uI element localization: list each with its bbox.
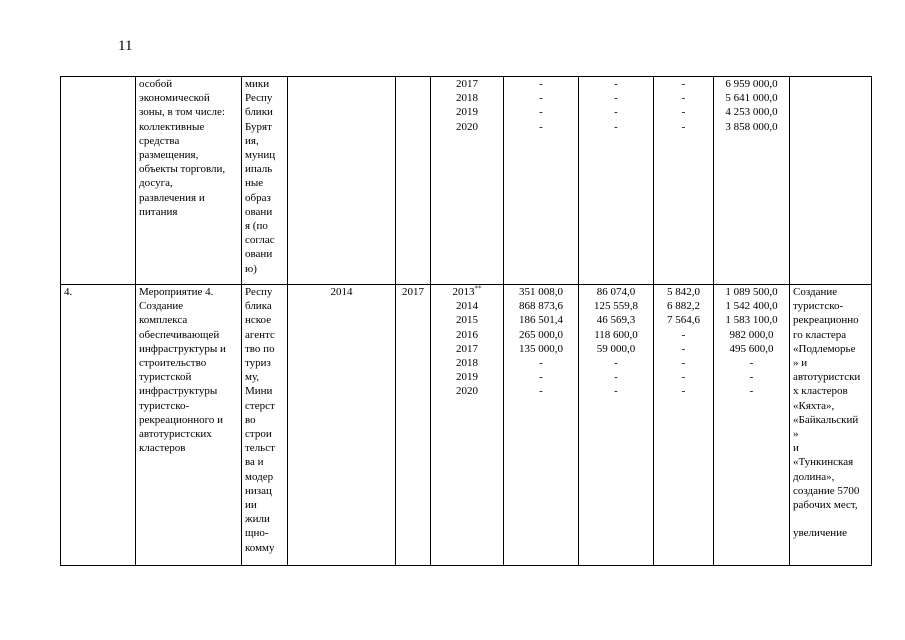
cell-line: [582, 384, 650, 398]
cell-line: [793, 370, 868, 384]
cell-line: [139, 285, 238, 299]
cell-text: ия,: [245, 134, 259, 147]
cell-line: [139, 384, 238, 398]
cell-line: [507, 91, 575, 105]
cell-line: [793, 384, 868, 398]
cell-text: -: [681, 371, 686, 384]
cell-text: -: [539, 357, 543, 370]
cell-line: [582, 313, 650, 327]
cell-text: долина»,: [793, 470, 835, 483]
cell-line: [793, 342, 868, 356]
years-cell: [431, 77, 504, 285]
cell-text: ные: [245, 177, 264, 190]
cell-text: агентс: [245, 328, 275, 341]
cell-line: [245, 205, 284, 219]
cell-text: ипаль: [245, 163, 273, 176]
cell-text: Бурят: [245, 120, 272, 133]
cell-text: 2019: [456, 106, 478, 119]
cell-text: зоны, в том числе:: [139, 106, 225, 119]
cell-line: [793, 413, 868, 427]
cell-text: го кластера: [793, 328, 847, 341]
cell-line: [434, 120, 500, 134]
cell-text: 1 542 400,0: [725, 300, 778, 313]
cell-line: [245, 526, 284, 540]
cell-text: 118 600,0: [594, 328, 638, 341]
cell-line: [657, 285, 710, 299]
cell-line: [245, 328, 284, 342]
cell-line: [139, 299, 238, 313]
cell-line: [793, 498, 868, 512]
cell-text: -: [749, 371, 754, 384]
cell-line: [793, 484, 868, 498]
cell-text: 135 000,0: [519, 342, 563, 355]
cell-text: 982 000,0: [729, 328, 774, 341]
cell-text: овани: [245, 205, 273, 218]
cell-text: мики: [245, 78, 270, 90]
cell-text: 6 882,2: [667, 300, 700, 313]
cell-line: [245, 91, 284, 105]
footnote-marker: **: [474, 284, 482, 293]
cell-text: соглас: [245, 234, 275, 247]
cell-text: инфраструктуры и: [139, 342, 226, 355]
cell-line: [434, 91, 500, 105]
cell-line: [245, 191, 284, 205]
cell-line: [582, 105, 650, 119]
cell-line: [657, 313, 710, 327]
cell-text: объекты торговли,: [139, 163, 226, 176]
cell-text: -: [614, 92, 618, 105]
cell-line: [657, 105, 710, 119]
cell-line: [717, 77, 786, 91]
cell-text: 265 000,0: [519, 328, 563, 341]
cell-text: автотуристских: [139, 428, 212, 441]
cell-text: му,: [245, 371, 260, 384]
cell-text: 4 253 000,0: [725, 106, 778, 119]
cell-text: муниц: [245, 149, 276, 162]
cell-line: [657, 370, 710, 384]
cell-text: 2020: [456, 385, 478, 398]
cell-text: 3 858 000,0: [725, 120, 778, 133]
cell-text: ю): [245, 262, 257, 275]
cell-line: [245, 413, 284, 427]
cell-text: -: [681, 92, 686, 105]
cell-line: [717, 105, 786, 119]
cell-line: [657, 120, 710, 134]
cell-text: -: [681, 120, 686, 133]
cell-text: туристской: [139, 371, 192, 384]
cell-line: [507, 120, 575, 134]
cell-line: [139, 328, 238, 342]
cell-text: «Подлеморье: [793, 342, 856, 355]
cell-line: [139, 313, 238, 327]
cell-line: [139, 120, 238, 134]
cell-text: развлечения и: [139, 191, 205, 204]
cell-line: [139, 205, 238, 219]
cell-line: [434, 285, 500, 299]
cell-line: [139, 356, 238, 370]
cell-line: [507, 356, 575, 370]
cell-line: [245, 105, 284, 119]
cell-line: [139, 441, 238, 455]
cell-line: [245, 384, 284, 398]
cell-text: »: [793, 428, 799, 441]
cell-text: рекреационного и: [139, 413, 224, 426]
cell-text: «Кяхта»,: [793, 399, 835, 412]
cell-text: модер: [245, 470, 274, 483]
cell-line: [139, 370, 238, 384]
cell-line: [139, 342, 238, 356]
cell-text: -: [539, 78, 543, 90]
cell-text: Мероприятие 4.: [139, 286, 214, 298]
cell-line: [434, 356, 500, 370]
page-number: 11: [118, 38, 133, 54]
cell-line: [657, 342, 710, 356]
funding-col-1-cell: [504, 77, 579, 285]
cell-line: [245, 233, 284, 247]
cell-text: -: [681, 342, 686, 355]
cell-text: -: [681, 385, 686, 398]
cell-line: [507, 342, 575, 356]
cell-text: стерст: [245, 399, 275, 412]
cell-line: [793, 526, 868, 540]
cell-line: [245, 299, 284, 313]
cell-line: [717, 120, 786, 134]
cell-line: [657, 91, 710, 105]
cell-text: 5 641 000,0: [725, 92, 778, 105]
cell-line: [582, 120, 650, 134]
cell-line: [434, 370, 500, 384]
cell-text: кластеров: [139, 442, 186, 455]
cell-text: рекреационно: [793, 314, 859, 327]
cell-line: [434, 105, 500, 119]
cell-text: -: [539, 385, 543, 398]
cell-text: -: [539, 371, 543, 384]
cell-line: [507, 370, 575, 384]
cell-line: [717, 384, 786, 398]
cell-line: [245, 441, 284, 455]
cell-line: [657, 356, 710, 370]
cell-line: [434, 342, 500, 356]
cell-text: 5 842,0: [667, 286, 700, 298]
cell-text: Респу: [245, 92, 273, 105]
cell-line: [139, 91, 238, 105]
result-cell: [790, 285, 872, 566]
cell-text: блика: [245, 300, 272, 313]
cell-text: особой: [139, 78, 173, 90]
cell-line: [657, 77, 710, 91]
funding-col-2-cell: [579, 77, 654, 285]
cell-text: низац: [245, 484, 272, 497]
cell-line: [245, 541, 284, 555]
cell-line: [717, 91, 786, 105]
cell-line: [507, 105, 575, 119]
cell-line: [582, 91, 650, 105]
cell-line: [245, 356, 284, 370]
cell-line: [139, 399, 238, 413]
cell-text: я (по: [245, 220, 268, 233]
cell-text: -: [681, 78, 686, 90]
cell-text: щно-: [245, 527, 269, 540]
cell-text: 7 564,6: [667, 314, 700, 327]
cell-text: 186 501,4: [519, 314, 563, 327]
cell-line: [507, 77, 575, 91]
cell-line: [434, 299, 500, 313]
cell-line: [245, 162, 284, 176]
cell-line: [582, 356, 650, 370]
end-year: 2017: [402, 286, 424, 298]
cell-line: [139, 105, 238, 119]
cell-line: [582, 370, 650, 384]
cell-line: [582, 328, 650, 342]
start-year: 2014: [330, 286, 353, 298]
executor-cell: [242, 285, 288, 566]
cell-line: [793, 328, 868, 342]
row-number: 4.: [64, 286, 73, 298]
cell-text: 351 008,0: [519, 286, 563, 298]
cell-text: жили: [245, 513, 270, 526]
cell-text: ии: [245, 499, 257, 512]
cell-text: -: [749, 357, 754, 370]
cell-line: [507, 299, 575, 313]
cell-line: [717, 342, 786, 356]
funding-col-2-cell: [579, 285, 654, 566]
cell-text: 2014: [456, 300, 478, 313]
cell-text: ва и: [245, 456, 264, 469]
funding-col-4-cell: [714, 77, 790, 285]
cell-text: 59 000,0: [596, 342, 636, 355]
cell-text: х кластеров: [793, 385, 848, 398]
cell-text: 46 569,3: [596, 314, 636, 327]
cell-line: [245, 470, 284, 484]
cell-line: [507, 285, 575, 299]
cell-line: [434, 328, 500, 342]
cell-text: -: [681, 328, 686, 341]
row-number-cell: [61, 285, 136, 566]
cell-text: -: [681, 357, 686, 370]
years-cell: [431, 285, 504, 566]
cell-line: [793, 356, 868, 370]
cell-line: [507, 313, 575, 327]
cell-text: -: [539, 106, 543, 119]
cell-text: «Байкальский: [793, 413, 859, 426]
cell-line: [139, 191, 238, 205]
cell-line: [657, 384, 710, 398]
program-table: [60, 76, 872, 566]
cell-line: [139, 162, 238, 176]
cell-line: [245, 455, 284, 469]
cell-line: [793, 455, 868, 469]
funding-col-4-cell: [714, 285, 790, 566]
cell-text: тво по: [245, 342, 275, 355]
cell-text: 495 600,0: [729, 342, 774, 355]
cell-text: питания: [139, 205, 178, 218]
cell-text: -: [614, 371, 618, 384]
cell-text: туриз: [245, 357, 271, 370]
cell-line: [139, 176, 238, 190]
executor-cell: [242, 77, 288, 285]
cell-line: [245, 285, 284, 299]
cell-text: 1 583 100,0: [725, 314, 778, 327]
cell-line: [245, 498, 284, 512]
end-year-cell: [396, 77, 431, 285]
cell-text: туристско-: [139, 399, 190, 412]
cell-text: обеспечивающей: [139, 328, 220, 341]
cell-line: [582, 342, 650, 356]
cell-line: [434, 313, 500, 327]
cell-text: 2017: [456, 342, 478, 355]
cell-text: тельст: [245, 442, 275, 455]
cell-line: [793, 399, 868, 413]
cell-text: 2016: [456, 328, 478, 341]
cell-line: [245, 484, 284, 498]
cell-line: [245, 148, 284, 162]
cell-text: -: [614, 106, 618, 119]
result-cell: [790, 77, 872, 285]
end-year-cell: [396, 285, 431, 566]
cell-line: [434, 77, 500, 91]
cell-text: Создание: [139, 300, 184, 313]
activity-name-cell: [136, 77, 242, 285]
cell-text: досуга,: [139, 177, 173, 190]
cell-line: [793, 427, 868, 441]
cell-text: размещения,: [139, 149, 199, 162]
cell-text: создание 5700: [793, 484, 860, 497]
cell-line: [245, 399, 284, 413]
cell-text: 2020: [456, 120, 478, 133]
cell-text: -: [681, 106, 686, 119]
table-row: [61, 285, 872, 566]
cell-text: инфраструктуры: [139, 385, 218, 398]
cell-line: [717, 356, 786, 370]
cell-line: [793, 285, 868, 299]
cell-text: блики: [245, 106, 273, 119]
cell-text: Респу: [245, 286, 273, 298]
cell-text: Создание: [793, 286, 838, 298]
funding-col-3-cell: [654, 285, 714, 566]
cell-line: [245, 427, 284, 441]
cell-line: [507, 328, 575, 342]
cell-line: [434, 384, 500, 398]
cell-text: автотуристски: [793, 371, 861, 384]
cell-text: комму: [245, 541, 275, 554]
cell-line: [245, 370, 284, 384]
cell-text: 2013: [452, 286, 475, 298]
cell-text: 2018: [456, 92, 478, 105]
cell-line: [245, 134, 284, 148]
cell-line: [717, 285, 786, 299]
cell-text: Мини: [245, 385, 273, 398]
cell-line: [245, 342, 284, 356]
cell-line: [139, 148, 238, 162]
cell-text: строи: [245, 428, 272, 441]
cell-text: 86 074,0: [596, 286, 636, 298]
cell-line: [139, 134, 238, 148]
cell-line: [717, 328, 786, 342]
cell-text: -: [614, 120, 618, 133]
cell-text: образ: [245, 191, 271, 204]
cell-line: [582, 77, 650, 91]
cell-line: [793, 299, 868, 313]
cell-line: [245, 512, 284, 526]
cell-text: 125 559,8: [594, 300, 638, 313]
cell-text: овани: [245, 248, 273, 261]
cell-text: 2018: [456, 357, 478, 370]
cell-text: » и: [793, 357, 808, 370]
cell-text: рабочих мест,: [793, 499, 858, 512]
funding-col-3-cell: [654, 77, 714, 285]
cell-text: комплекса: [139, 314, 188, 327]
row-number-cell: [61, 77, 136, 285]
activity-name-cell: [136, 285, 242, 566]
cell-line: [793, 313, 868, 327]
cell-line: [793, 512, 868, 526]
cell-line: [717, 299, 786, 313]
cell-text: строительство: [139, 357, 207, 370]
cell-text: -: [749, 385, 754, 398]
cell-line: [793, 470, 868, 484]
cell-text: 2019: [456, 371, 478, 384]
cell-text: увеличение: [793, 527, 847, 540]
cell-line: [245, 120, 284, 134]
cell-line: [657, 328, 710, 342]
cell-text: средства: [139, 134, 180, 147]
cell-text: 2017: [456, 78, 478, 90]
funding-col-1-cell: [504, 285, 579, 566]
cell-text: 2015: [456, 314, 478, 327]
cell-line: [139, 77, 238, 91]
cell-line: [245, 313, 284, 327]
cell-text: нское: [245, 314, 272, 327]
cell-line: [245, 176, 284, 190]
cell-text: -: [614, 357, 618, 370]
cell-text: туристско-: [793, 300, 844, 313]
cell-line: [717, 370, 786, 384]
cell-text: и: [793, 442, 799, 455]
cell-text: 1 089 500,0: [725, 286, 778, 298]
cell-line: [245, 219, 284, 233]
cell-line: [657, 299, 710, 313]
cell-text: 868 873,6: [519, 300, 563, 313]
start-year-cell: [288, 285, 396, 566]
cell-line: [245, 247, 284, 261]
cell-text: -: [539, 120, 543, 133]
cell-line: [245, 262, 284, 276]
cell-line: [507, 384, 575, 398]
cell-line: [582, 299, 650, 313]
cell-line: [139, 427, 238, 441]
cell-line: [139, 413, 238, 427]
cell-text: коллективные: [139, 120, 205, 133]
cell-text: -: [614, 385, 618, 398]
start-year-cell: [288, 77, 396, 285]
cell-text: -: [539, 92, 543, 105]
cell-line: [582, 285, 650, 299]
cell-text: во: [245, 413, 256, 426]
cell-line: [717, 313, 786, 327]
cell-line: [793, 441, 868, 455]
table-row: [61, 77, 872, 285]
cell-text: 6 959 000,0: [725, 78, 778, 90]
cell-text: -: [614, 78, 618, 90]
cell-line: [245, 77, 284, 91]
cell-text: «Тункинская: [793, 456, 854, 469]
cell-text: экономической: [139, 92, 210, 105]
